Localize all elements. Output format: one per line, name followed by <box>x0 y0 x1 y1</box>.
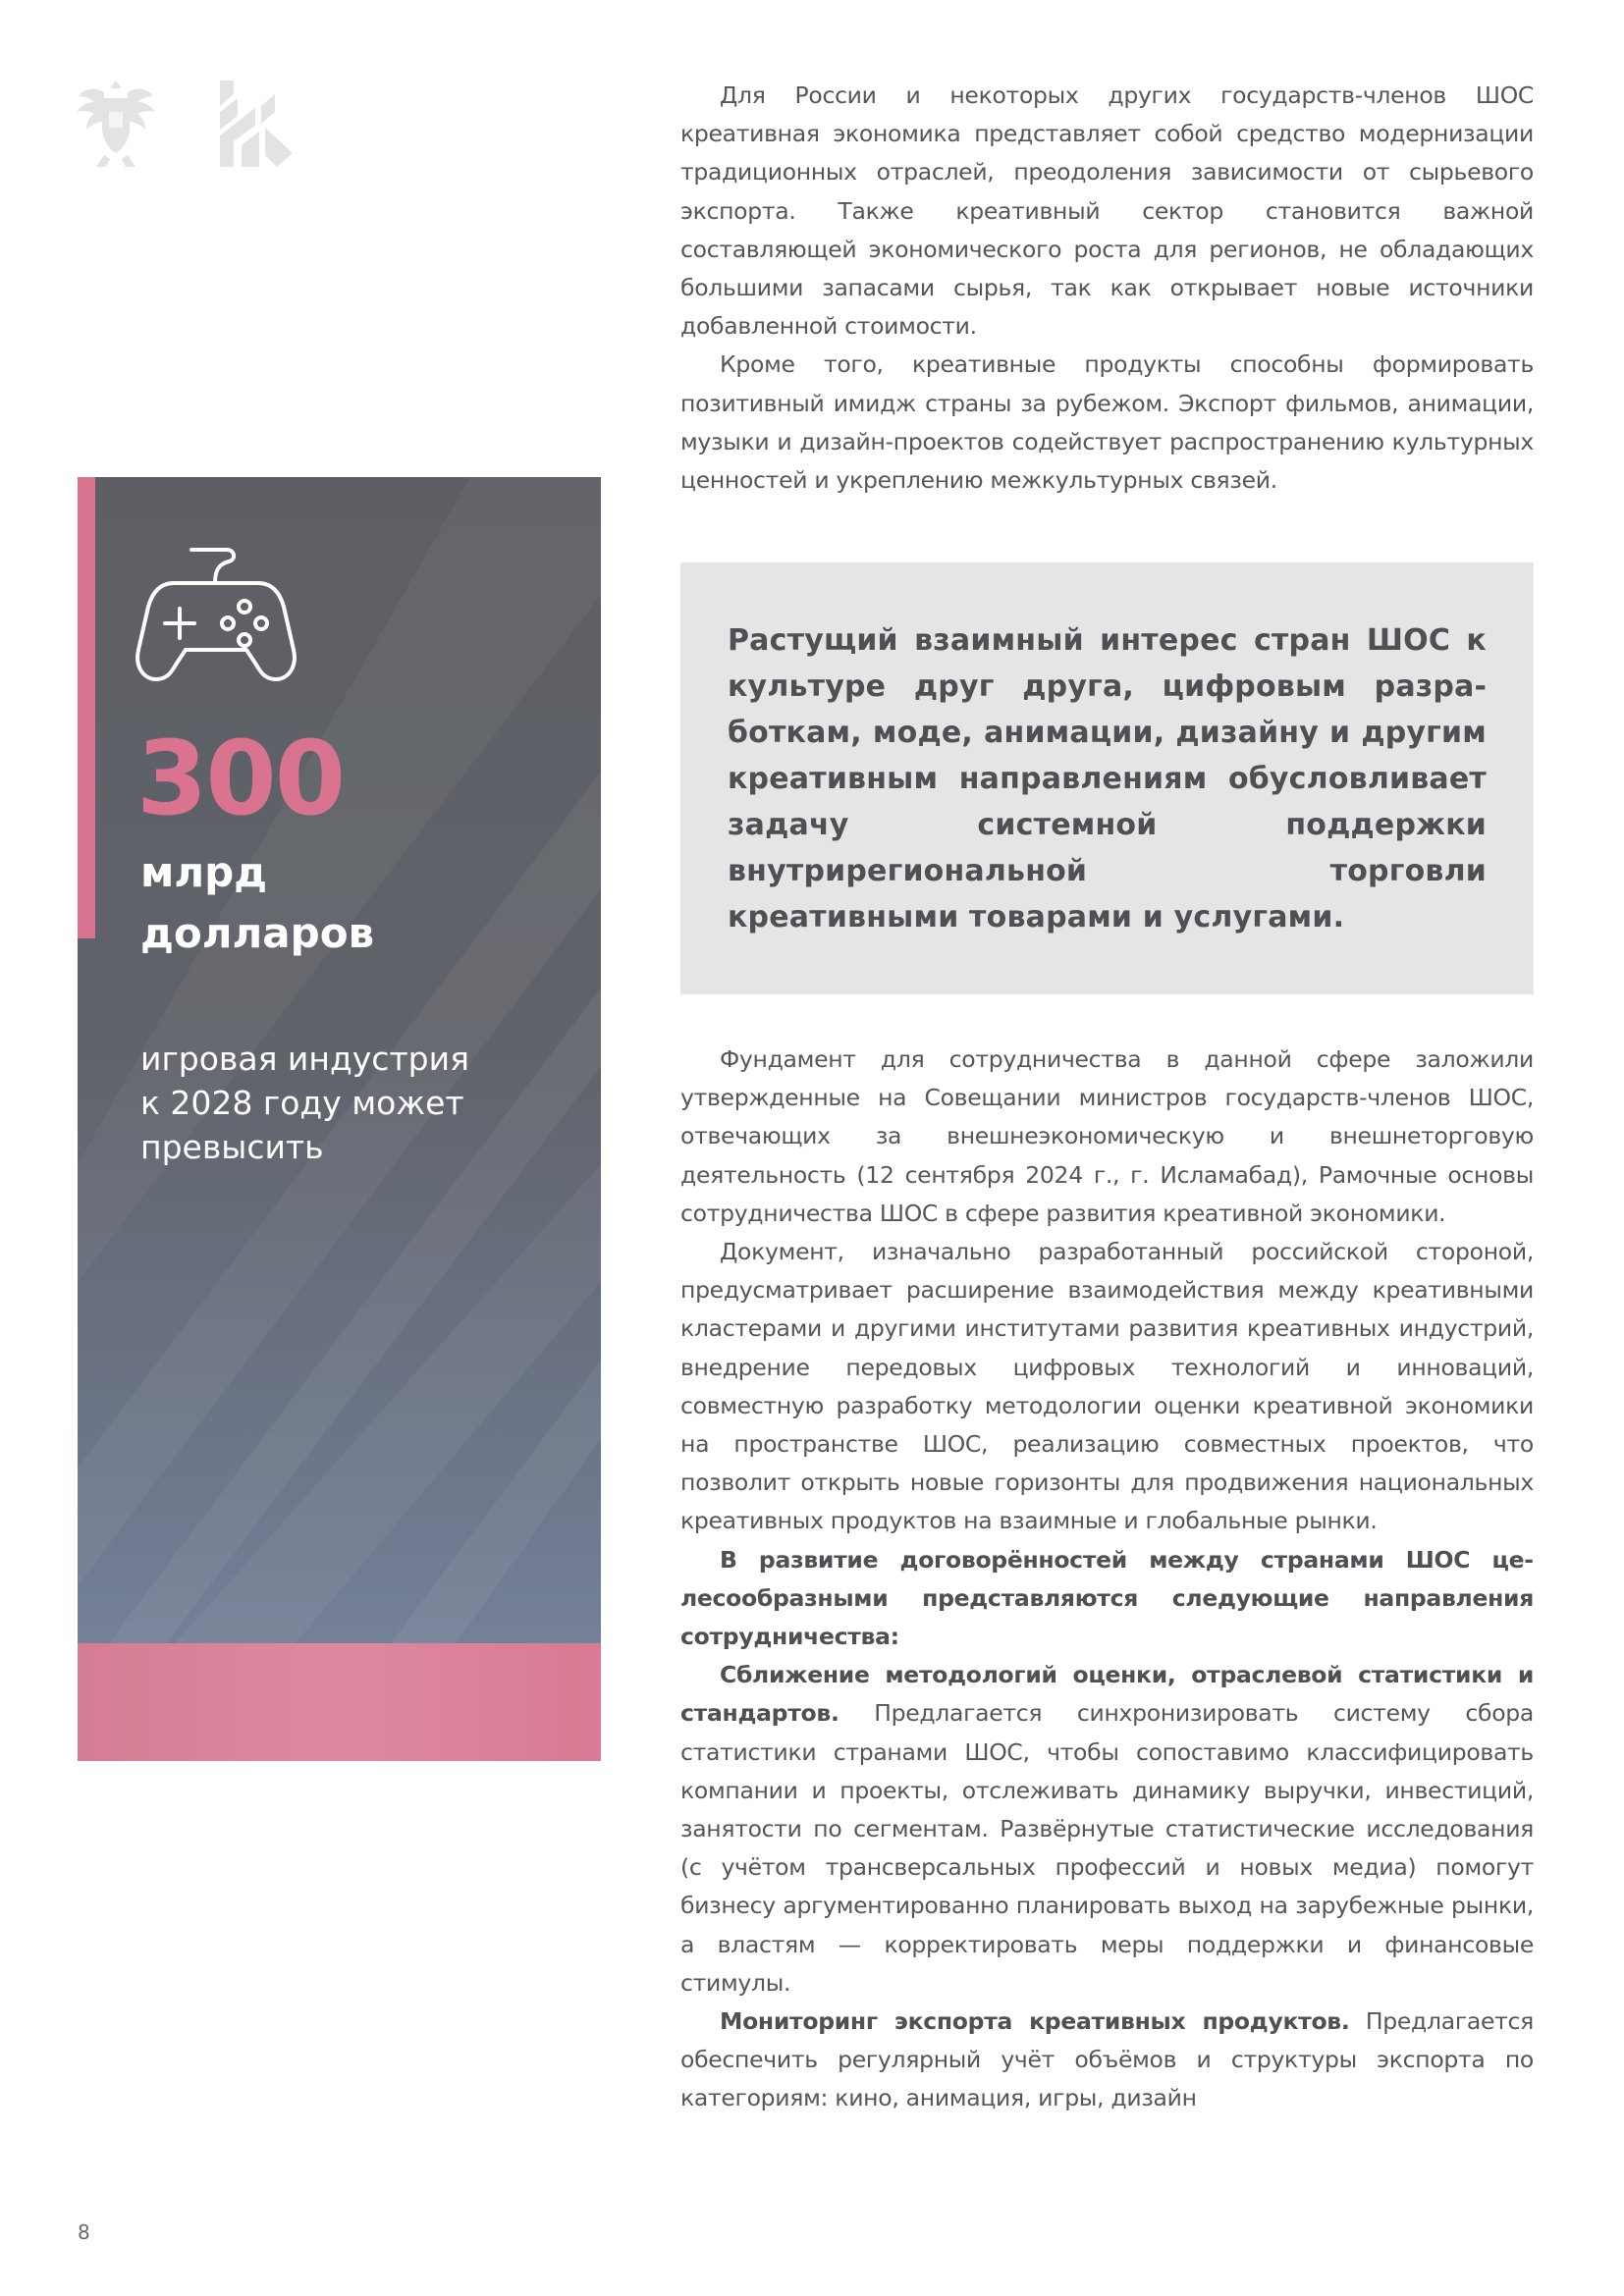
paragraph <box>680 2002 1534 2118</box>
stat-caption-line: к 2028 году может <box>140 1084 464 1122</box>
paragraph: Фундамент для сотрудничества в данной сфере заложили утвержденные на Совещании министров государств-членов ШОС, отвечающих за внешнеэкономическую и внешнеторговую деятельность (12 сентября 2024 г., г. Исламабад), Рамочные основы сотрудничества ШОС в сфере развития креативной экономики. <box>680 1045 1534 1227</box>
callout-text: Растущий взаимный интерес стран ШОС к культуре друг друга, цифровым разработкам, моде, анимации, дизайну и другим креативным направлениям обусловливает задачу системной поддержки внутрирегиональной торговли креативными товарами и услугами. <box>728 623 1487 934</box>
geometric-brand-icon <box>216 77 295 169</box>
stat-unit-line: млрд <box>140 848 268 896</box>
main-text <box>680 1041 1534 2118</box>
callout-box <box>680 562 1534 994</box>
paragraph: Документ, изначально разработанный российской стороной, предусматривает расширение взаимодействия между креативными кластерами и другими институтами развития креативных индустрий, внедрение передовых цифровых технологий и инноваций, совместную разработку методологии оценки креативной экономики на пространстве ШОС, реализацию совместных проектов, что позволит открыть новые горизонты для продвижения национальных креативных продуктов на взаимные и глобальные рынки. <box>680 1238 1534 1535</box>
double-headed-eagle-icon <box>75 73 157 171</box>
gamepad-icon <box>135 540 298 687</box>
paragraph-lead: В развитие договорённостей между странами ШОС целесообразными представляются следующие направления сотрудничества: <box>680 1545 1534 1651</box>
paragraph-heading: Мониторинг экспорта креативных продуктов. <box>720 2007 1350 2036</box>
stat-sidebar <box>78 477 601 1761</box>
stat-unit-line: долларов <box>140 909 375 957</box>
accent-bar <box>78 477 95 938</box>
stat-caption-line: игровая индустрия <box>140 1040 469 1078</box>
paragraph-heading: Сближение методологий оценки, отраслевой статистики и стандартов. <box>680 1661 1534 1728</box>
paragraph <box>680 1656 1534 2002</box>
stat-caption <box>140 1037 553 1169</box>
paragraph-body: Предлагается синхронизировать систему сбора статистики странами ШОС, чтобы сопоставимо классифицировать компании и проекты, отслеживать динамику выручки, инвестиций, занятости по сегментам. Развёрнутые статистические исследования (с учётом трансверсальных профессий и новых медиа) помогут бизнесу аргументированно планировать выход на зарубежные рынки, а властям — корректировать меры поддержки и финансовые стимулы. <box>680 1699 1534 1997</box>
intro-text <box>680 77 1534 500</box>
paragraph-body: Предлагается обеспечить регулярный учёт объёмов и структуры экспорта по категориям: кино, анимация, игры, дизайн <box>680 2007 1534 2112</box>
paragraph: Кроме того, креативные продукты способны формировать позитивный имидж страны за рубежом. Экспорт фильмов, анимации, музыки и дизайн-проектов содействует распространению культурных ценностей и укреплению межкультурных связей. <box>680 350 1534 495</box>
page-number: 8 <box>78 2220 90 2244</box>
paragraph: Для России и некоторых других государств-членов ШОС креативная экономика представляет собой средство модернизации традиционных отраслей, преодоления зависимости от сырьевого экспорта. Также креативный сектор становится важной составляющей экономического роста для регионов, не обладающих большими запасами сырья, так как открывает новые источники добавленной стоимости. <box>680 81 1534 341</box>
stat-caption-line: превысить <box>140 1128 324 1166</box>
stat-unit <box>140 842 494 964</box>
stat-number: 300 <box>136 719 345 838</box>
accent-band <box>78 1643 601 1761</box>
